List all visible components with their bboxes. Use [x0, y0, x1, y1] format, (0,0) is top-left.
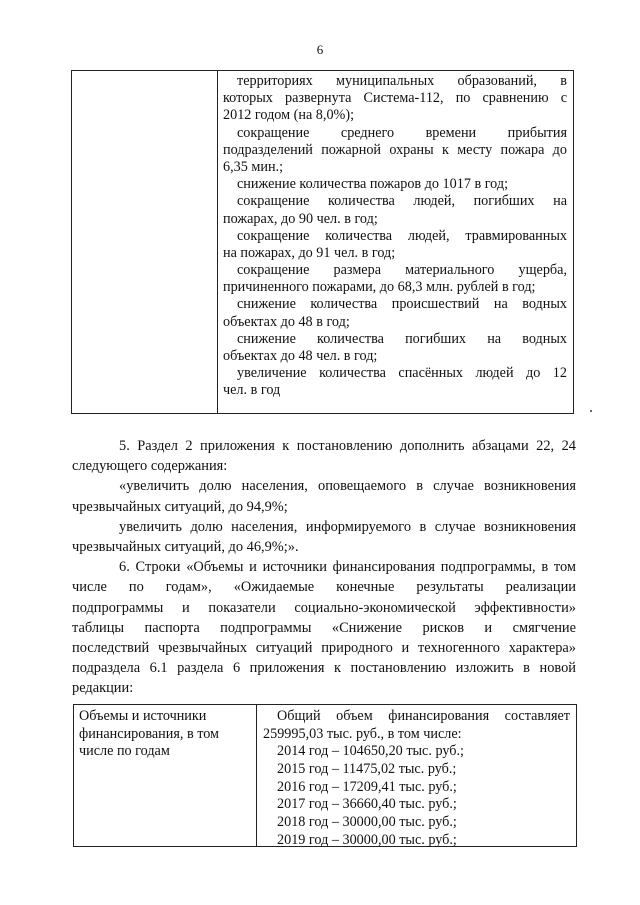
financing-line: 2014 год – 104650,20 тыс. руб.; — [277, 743, 464, 760]
financing-line: 2017 год – 36660,40 тыс. руб.; — [277, 796, 457, 813]
paragraph-line: чрезвычайных ситуаций, до 46,9%;». — [72, 538, 299, 555]
table-text-line: 2012 годом (на 8,0%); — [223, 107, 355, 124]
table-text-line: чел. в год — [223, 382, 281, 399]
table-text-line: увеличение количества спасённых людей до 12 — [237, 365, 567, 382]
scan-speck — [590, 410, 592, 412]
paragraph-line: таблицы паспорта подпрограммы «Снижение рисков и смягчение — [72, 619, 576, 636]
paragraph-line: следующего содержания: — [72, 458, 228, 475]
financing-label-line: Объемы и источники — [79, 708, 207, 724]
table-text-line: снижение количества происшествий на водных — [237, 296, 567, 313]
table-text-line: сокращение размера материального ущерба, — [237, 262, 567, 279]
amendment-text — [72, 436, 576, 698]
paragraph-line: подраздела 6.1 раздела 6 приложения к постановлению изложить в новой — [72, 660, 576, 677]
paragraph-line: последствий чрезвычайных ситуаций природного и техногенного характера» — [72, 639, 576, 656]
table-text-line: объектах до 48 чел. в год; — [223, 348, 378, 364]
table-text-line: 6,35 мин.; — [223, 158, 284, 175]
table-text-line: на пожарах, до 91 чел. в год; — [223, 244, 396, 261]
table-text-line: сокращение количества людей, травмированных — [237, 227, 567, 244]
financing-line: 2019 год – 30000,00 тыс. руб.; — [277, 831, 457, 848]
table-text-line: причиненного пожарами, до 68,3 млн. рублей в год; — [223, 279, 536, 296]
table-text-line: подразделений пожарной охраны к месту пожара до — [223, 141, 567, 158]
table-text-line: которых развернута Система-112, по сравнению с — [223, 90, 567, 107]
paragraph-line: подпрограммы и показатели социально-экономической эффективности» — [72, 599, 576, 616]
paragraph-line: 6. Строки «Объемы и источники финансирования подпрограммы, в том — [119, 559, 576, 576]
table-text-line: территориях муниципальных образований, в — [237, 73, 567, 89]
results-table-continued — [71, 70, 574, 414]
financing-line: 2015 год – 11475,02 тыс. руб.; — [277, 761, 457, 778]
financing-label-cell — [79, 708, 251, 761]
expected-results-cell — [223, 73, 567, 400]
table-text-line: пожарах, до 90 чел. в год; — [223, 210, 378, 227]
financing-label-line: числе по годам — [79, 743, 170, 760]
paragraph-line: чрезвычайных ситуаций, до 94,9%; — [72, 498, 288, 515]
paragraph-line: увеличить долю населения, информируемого в случае возникновения — [119, 518, 576, 535]
financing-amounts-cell — [263, 708, 570, 850]
table-text-line: снижение количества пожаров до 1017 в год; — [237, 176, 509, 193]
financing-line: Общий объем финансирования составляет — [277, 708, 570, 724]
financing-line: 259995,03 тыс. руб., в том числе: — [263, 725, 462, 742]
table-column-divider — [256, 705, 257, 846]
paragraph-line: «увеличить долю населения, оповещаемого в случае возникновения — [119, 478, 576, 495]
financing-line: 2016 год – 17209,41 тыс. руб.; — [277, 778, 457, 795]
table-text-line: сокращение среднего времени прибытия — [237, 124, 567, 141]
table-text-line: объектах до 48 в год; — [223, 313, 350, 330]
financing-line: 2018 год – 30000,00 тыс. руб.; — [277, 814, 457, 831]
paragraph-line: числе по годам», «Ожидаемые конечные результаты реализации — [72, 579, 576, 596]
table-column-divider — [217, 71, 218, 413]
table-text-line: сокращение количества людей, погибших на — [237, 193, 567, 210]
paragraph-line: 5. Раздел 2 приложения к постановлению дополнить абзацами 22, 24 — [119, 438, 576, 454]
financing-label-line: финансирования, в том — [79, 725, 220, 742]
table-text-line: снижение количества погибших на водных — [237, 330, 567, 347]
paragraph-line: редакции: — [72, 680, 134, 697]
financing-table — [73, 704, 577, 847]
page-number: 6 — [316, 42, 324, 57]
